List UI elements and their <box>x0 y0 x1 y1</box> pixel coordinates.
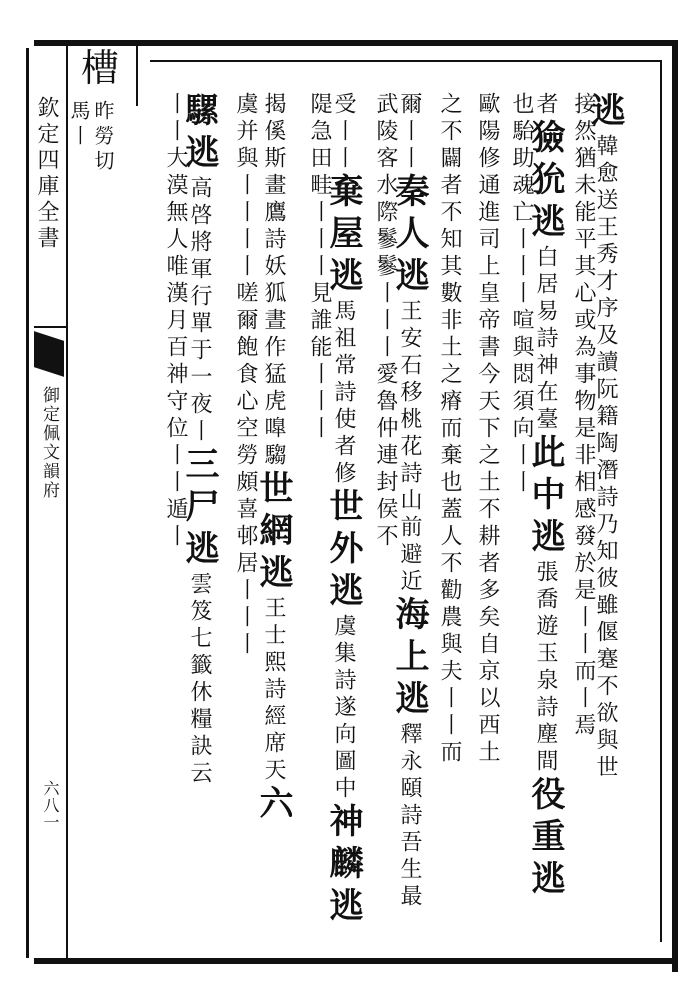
citation-text: 高啓將軍行單于一夜丨 <box>187 176 212 446</box>
headword: 世外逃 <box>323 488 363 614</box>
citation-text: 接然猶未能平其心或為事物是非相感發於是丨丨而丨焉 <box>571 92 596 740</box>
citation-text: 駘助魂亡丨丨丨 <box>509 119 534 308</box>
citation-text: 喧與悶須向丨丨 <box>509 308 534 497</box>
headword: 海上逃 <box>389 596 429 722</box>
citation-text: 頗喜邨居丨丨丨 <box>233 470 258 659</box>
headword: 棄屋逃 <box>323 173 363 299</box>
headword: 役重逃 <box>525 776 565 902</box>
citation-text: 也 <box>509 92 534 119</box>
margin-fishtail-line <box>34 326 66 328</box>
page-number: 六八一 <box>41 780 60 831</box>
citation-text: 釋永頤詩吾生最 <box>397 722 422 911</box>
rhyme-character: 槽 <box>80 46 119 90</box>
headword: 秦人逃 <box>389 173 429 299</box>
headword: 此中逃 <box>525 434 565 560</box>
rhyme-note-2: 馬 <box>67 100 91 125</box>
text-column <box>566 92 600 972</box>
citation-text: 王安石移桃花詩山前避近 <box>397 299 422 596</box>
citation-text: 歐陽修通進司上皇帝書今天下之土不耕者多矣自京以西土 <box>475 92 500 767</box>
citation-text: 見誰能丨丨丨 <box>307 281 332 443</box>
volume-title: 御定佩文韻府 <box>39 386 59 500</box>
left-edge-rule <box>26 48 29 958</box>
text-column <box>158 92 192 972</box>
headword: 逃 <box>585 92 625 134</box>
rhyme-note-fanqie: 昨勞切 <box>91 100 115 175</box>
citation-text: 韓愈送王秀才序及讀阮籍陶潛詩乃知彼雖偃蹇不欲與世 <box>593 134 618 782</box>
headword: 獫狁逃 <box>525 119 565 245</box>
citation-text: 隄急田畦丨丨丨 <box>307 92 332 281</box>
text-column <box>470 92 504 972</box>
citation-text: 雲笈七籤休糧訣云 <box>187 572 212 788</box>
headword: 騾逃 <box>179 92 219 176</box>
rhyme-note-secondary: 馬丨 <box>67 100 91 150</box>
citation-text: 受丨丨 <box>331 92 356 173</box>
headword: 三尸逃 <box>179 446 219 572</box>
citation-text: 馬祖常詩使者修 <box>331 299 356 488</box>
headword: 神麟逃 <box>323 803 363 929</box>
headword: 六 <box>253 785 293 827</box>
citation-text: 者 <box>533 92 558 119</box>
citation-text: 揭傒斯畫鷹詩妖狐晝作猛虎嘷騶 <box>261 92 286 470</box>
text-column <box>432 92 466 972</box>
citation-text: 百神守位丨丨遁丨 <box>163 335 188 551</box>
text-column <box>228 92 262 972</box>
citation-text: 虞集詩遂向圖中 <box>331 614 356 803</box>
citation-text: 虞并與丨丨丨丨嗟爾飽食心空勞 <box>233 92 258 470</box>
citation-text: 爾丨丨 <box>397 92 422 173</box>
text-column <box>302 92 336 972</box>
citation-text: 愛魯仲連封侯不 <box>373 362 398 551</box>
citation-text: 王士熙詩經席天 <box>261 596 286 785</box>
text-column <box>368 92 402 972</box>
citation-text: 之不闢者不知其數非土之瘠而棄也蓋人不勸農與夫丨丨而 <box>437 92 462 767</box>
citation-text: 白居易詩神在臺 <box>533 245 558 434</box>
citation-text: 丨丨大漠無人唯漢月 <box>163 92 188 335</box>
text-column <box>504 92 538 972</box>
headword: 世網逃 <box>253 470 293 596</box>
citation-text: 張喬遊玉泉詩塵間 <box>533 560 558 776</box>
book-title: 欽定四庫全書 <box>34 96 59 252</box>
citation-text: 武陵客水際鬖鬖丨丨丨 <box>373 92 398 362</box>
